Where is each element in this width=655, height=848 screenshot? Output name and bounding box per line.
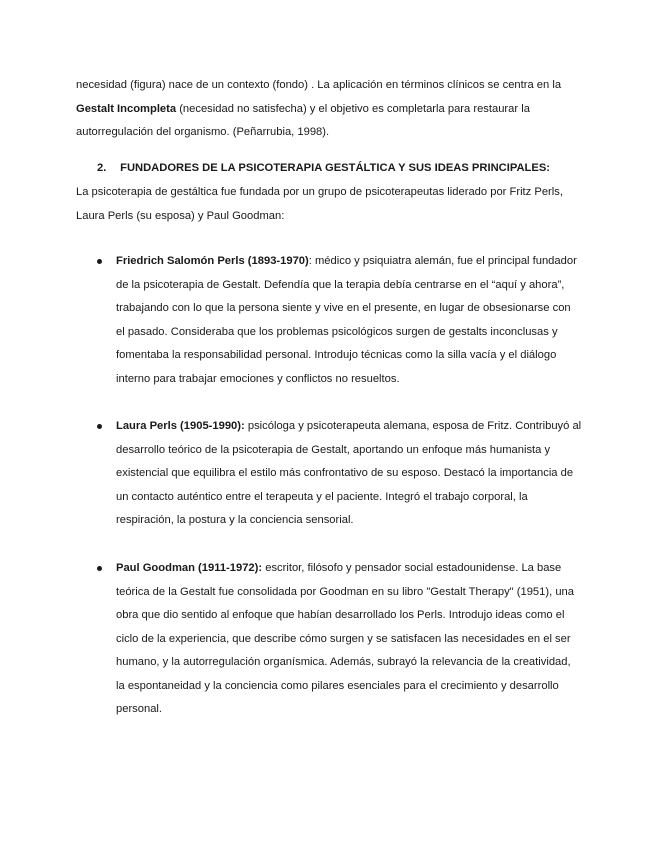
bullet-icon — [97, 566, 102, 571]
founder-name: Paul Goodman (1911-1972): — [116, 562, 263, 574]
founder-description: psicóloga y psicoterapeuta alemana, esposa de Fritz. Contribuyó al desarrollo teórico de la psicoterapia de Gestalt, aportando un enfoque más humanista y existencial que equilibra el estilo más confrontativo de su esposo. Destacó la importancia de un contacto auténtico entre el terapeuta y el paciente. Integró el trabajo corporal, la respiración, la postura y la conciencia sensorial. — [116, 420, 582, 526]
founder-text — [116, 250, 582, 391]
founder-text — [116, 415, 582, 533]
intro-text-start: necesidad (figura) nace de un contexto (fondo) . La aplicación en términos clínicos se centra en la — [76, 79, 562, 91]
founder-text — [116, 557, 582, 722]
section-intro-paragraph: La psicoterapia de gestáltica fue fundada por un grupo de psicoterapeutas liderado por Fritz Perls, Laura Perls (su esposa) y Paul Goodman: — [76, 186, 563, 222]
intro-paragraph — [76, 74, 586, 145]
founder-name: Friedrich Salomón Perls (1893-1970) — [116, 255, 309, 267]
bullet-icon — [97, 424, 102, 429]
section-number: 2. — [97, 162, 107, 174]
founder-name: Laura Perls (1905-1990): — [116, 420, 245, 432]
section-heading — [97, 157, 577, 181]
founder-separator: : — [308, 255, 315, 267]
founder-description: médico y psiquiatra alemán, fue el principal fundador de la psicoterapia de Gestalt. Defendía que la terapia debía centrarse en el “aquí y ahora”, trabajando con lo que la persona siente y vive en el presente, en lugar de obsesionarse con el pasado. Consideraba que los problemas psicológicos surgen de gestalts inconclusas y fomentaba la responsabilidad personal. Introdujo técnicas como la silla vacía y el diálogo interno para trabajar emociones y conflictos no resueltos. — [116, 255, 577, 385]
section-title: FUNDADORES DE LA PSICOTERAPIA GESTÁLTICA Y SUS IDEAS PRINCIPALES: — [120, 162, 551, 174]
intro-text-end: (necesidad no satisfecha) y el objetivo es completarla para restaurar la autorregulación del organismo. (Peñarrubia, 1998). — [76, 102, 530, 138]
intro-bold-term: Gestalt Incompleta — [76, 102, 177, 115]
founder-description: escritor, filósofo y pensador social estadounidense. La base teórica de la Gestalt fue consolidada por Goodman en su libro "Gestalt Therapy" (1951), una obra que dio sentido al enfoque que habían desarrollado los Perls. Introdujo ideas como el ciclo de la experiencia, que describe cómo surgen y se satisfacen las necesidades en el ser humano, y la autorregulación organísmica. Además, subrayó la relevancia de la creatividad, la espontaneidad y la conciencia como pilares esenciales para el crecimiento y desarrollo personal. — [116, 562, 574, 715]
bullet-icon — [97, 259, 102, 264]
